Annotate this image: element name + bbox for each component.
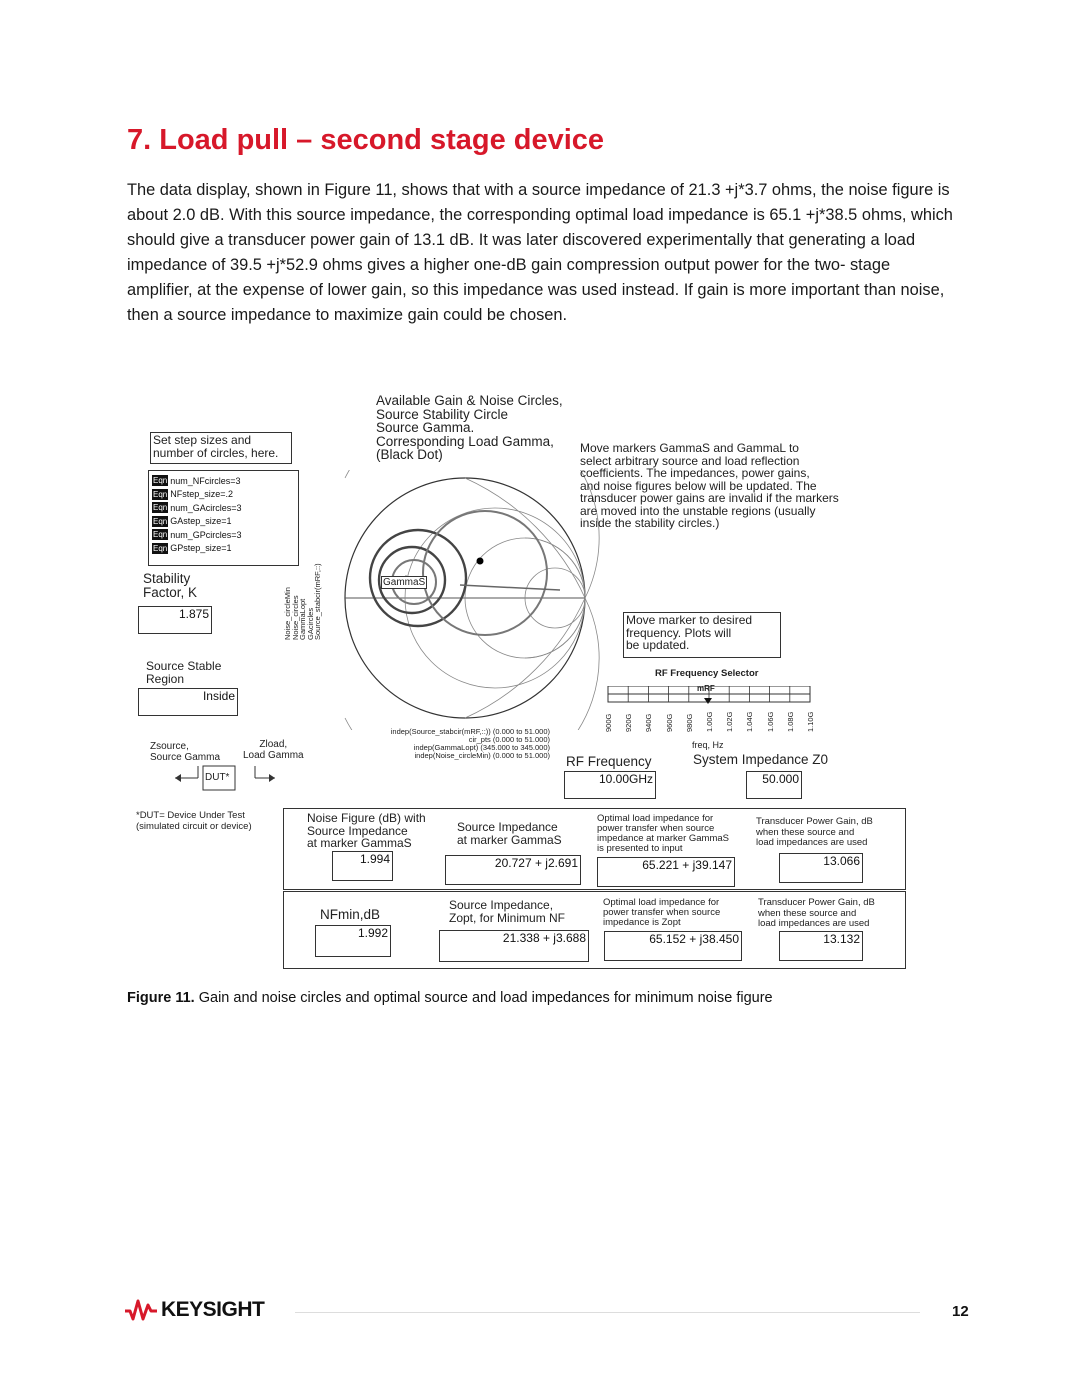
step-size-note: Set step sizes and number of circles, here.: [150, 432, 292, 464]
body-paragraph: The data display, shown in Figure 11, shows that with a source impedance of 21.3 +j*3.7 ohms, the noise figure is about 2.0 dB. With this source impedance, the corresponding optimal load impedance is 65.1 +j*38.5 ohms, which should give a transducer power gain of 13.1 dB. It was later discovered experimentally that generating a load impedance of 39.5 +j*52.9 ohms gives a higher one-dB gain compression output power for the two- stage amplifier, at the expense of lower gain, so this impedance was used instead. If gain is more important than noise, then a source impedance to maximize gain could be chosen.: [127, 181, 953, 324]
equation-item[interactable]: Eqn num_GAcircles=3: [153, 502, 242, 513]
page-number: 12: [952, 1303, 969, 1320]
figure-caption: [127, 990, 773, 1006]
freq-axis-label: freq, Hz: [692, 740, 724, 750]
dut-box-label: DUT*: [205, 772, 230, 783]
brand-name: KEYSIGHT: [161, 1298, 265, 1321]
rf-frequency-selector[interactable]: [600, 686, 815, 746]
freq-tick-label: 980G: [684, 713, 694, 732]
equation-item[interactable]: Eqn NFstep_size=.2: [153, 489, 234, 500]
zopt-label: Source Impedance, Zopt, for Minimum NF: [449, 898, 566, 925]
smith-trace-labels: Noise_circleMin Noise_circles GammaLopt GAcircles Source_stabcir(mRF,::): [283, 563, 322, 640]
system-impedance-label: System Impedance Z0: [693, 752, 829, 767]
noise-figure-value: 1.994: [332, 851, 393, 881]
equation-item[interactable]: Eqn num_GPcircles=3: [153, 529, 242, 540]
noise-figure-label: Noise Figure (dB) with Source Impedance at marker GammaS: [307, 811, 426, 850]
load-gamma-dot: [477, 558, 484, 565]
optimal-load-value: 65.221 + j39.147: [597, 857, 735, 887]
frequency-note: Move marker to desired frequency. Plots will be updated.: [623, 612, 781, 658]
source-stable-label: Source Stable Region: [146, 659, 222, 686]
source-impedance-value: 20.727 + j2.691: [445, 855, 581, 885]
zopt-value: 21.338 + j3.688: [439, 930, 589, 962]
dut-footnote: *DUT= Device Under Test (simulated circuit or device): [136, 810, 252, 832]
zload-label: Zload, Load Gamma: [243, 739, 304, 761]
source-impedance-label: Source Impedance at marker GammaS: [457, 820, 562, 847]
freq-tick-label: 1.10G: [806, 711, 815, 732]
rf-frequency-selector-title: RF Frequency Selector: [655, 668, 759, 679]
caption-text: Gain and noise circles and optimal source and load impedances for minimum noise figure: [194, 990, 773, 1006]
marker-instructions: Move markers GammaS and GammaL to select arbitrary source and load reflection coefficients. The impedances, power gains, and noise figures below will be updated. The transducer power gains are invalid if the markers are moved into the unstable regions (usually inside the stability circles.): [580, 441, 839, 530]
transducer-gain-zopt-label: Transducer Power Gain, dB when these source and load impedances are used: [758, 897, 875, 929]
equation-item[interactable]: Eqn num_NFcircles=3: [153, 475, 241, 486]
system-impedance-value: 50.000: [746, 771, 802, 799]
transducer-gain-value: 13.066: [779, 853, 863, 883]
section-heading: 7. Load pull – second stage device: [127, 124, 605, 156]
optimal-load-zopt-label: Optimal load impedance for power transfer when source impedance is Zopt: [603, 897, 721, 928]
caption-label: Figure 11.: [127, 990, 195, 1006]
optimal-load-zopt-value: 65.152 + j38.450: [604, 931, 742, 961]
freq-tick-label: 1.08G: [785, 711, 795, 732]
gammas-marker[interactable]: GammaS: [383, 577, 426, 588]
freq-tick-label: 1.02G: [725, 711, 735, 732]
keysight-wave-icon: [124, 1299, 158, 1321]
mrf-marker-label: mRF: [697, 684, 715, 693]
smith-chart: [330, 470, 620, 730]
freq-tick-label: 960G: [664, 713, 674, 732]
source-stable-value: Inside: [138, 688, 238, 716]
stability-factor-value: 1.875: [138, 606, 212, 634]
transducer-gain-label: Transducer Power Gain, dB when these source and load impedances are used: [756, 816, 873, 848]
rf-frequency-value: 10.00GHz: [564, 771, 656, 799]
nfmin-label: NFmin,dB: [320, 907, 381, 922]
freq-tick-label: 920G: [624, 713, 634, 732]
optimal-load-label: Optimal load impedance for power transfer when source impedance at marker GammaS is presented to input: [597, 813, 729, 854]
freq-tick-label: 1.06G: [765, 711, 775, 732]
figure-11: [130, 390, 920, 980]
equation-item[interactable]: Eqn GPstep_size=1: [153, 543, 232, 554]
results-row-gammas: [283, 808, 906, 890]
transducer-gain-zopt-value: 13.132: [779, 931, 863, 961]
keysight-logo: [124, 1298, 264, 1322]
freq-tick-label: 1.00G: [705, 711, 714, 732]
stability-factor-label: Stability Factor, K: [143, 571, 198, 600]
equation-item[interactable]: Eqn GAstep_size=1: [153, 516, 232, 527]
footer-divider: [295, 1312, 920, 1313]
freq-tick-label: 1.04G: [745, 711, 755, 732]
results-row-zopt: [283, 891, 906, 969]
smith-title: Available Gain & Noise Circles, Source Stability Circle Source Gamma. Corresponding Load Gamma, (Black Dot): [376, 393, 563, 462]
rf-frequency-label: RF Frequency: [566, 754, 652, 769]
freq-tick-label: 900G: [604, 713, 613, 732]
trace-independent-ranges: indep(Source_stabcir(mRF,::)) (0.000 to 51.000) cir_pts (0.000 to 51.000) indep(GammaLopt) (345.000 to 345.000) indep(Noise_circleMin) (0.000 to 51.000): [390, 727, 550, 760]
equation-block: [148, 470, 299, 566]
nfmin-value: 1.992: [315, 925, 391, 957]
freq-tick-label: 940G: [644, 713, 654, 732]
zsource-label: Zsource, Source Gamma: [150, 741, 221, 763]
